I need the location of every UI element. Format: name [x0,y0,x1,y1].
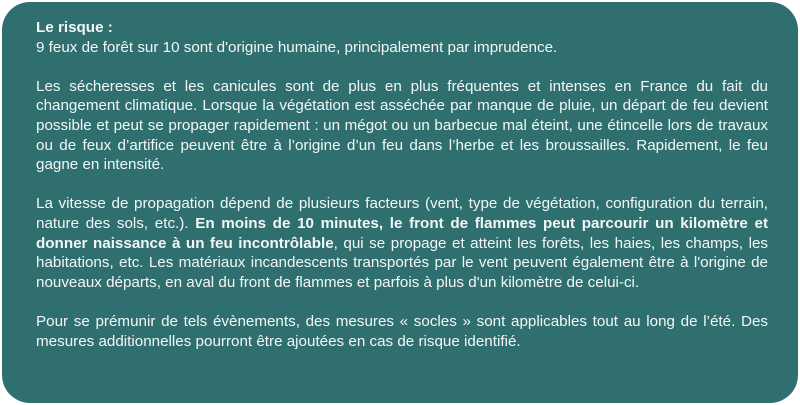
paragraph-propagation [36,194,768,292]
intro-text: 9 feux de forêt sur 10 sont d'origine humaine, principalement par imprudence. [36,38,558,56]
propagation-highlight: En moins de 10 minutes, le front de flammes peut parcourir un kilomètre et donner naissance à un feu incontrôlable [36,214,769,252]
info-card [2,2,798,403]
paragraph-measures: Pour se prémunir de tels évènements, des mesures « socles » sont applicables tout au long de l’été. Des mesures additionnelles pourront être ajoutées en cas de risque identifié. [36,312,768,350]
card-heading: Le risque : [36,19,113,36]
paragraph-drought: Les sécheresses et les canicules sont de plus en plus fréquentes et intenses en France du fait du changement climatique. Lorsque la végétation est asséchée par manque de pluie, un départ de feu devient possible et peut se propager rapidement : un mégot ou un barbecue mal éteint, une étincelle lors de travaux ou de feux d’artifice peuvent être à l’origine d’un feu dans l’herbe et les broussailles. Rapidement, le feu gagne en intensité. [36,77,768,174]
propagation-text-end: , qui se propage et atteint les forêts, les haies, les champs, les habitations, etc. Les matériaux incandescents transportés par le vent peuvent également être à l'origine de nouveaux départs, en aval du front de flammes et parfois à plus d'un kilomètre de celui-ci. [36,234,768,291]
propagation-text-start: La vitesse de propagation dépend de plusieurs facteurs (vent, type de végétation, configuration du terrain, nature des sols, etc.). [36,195,768,232]
